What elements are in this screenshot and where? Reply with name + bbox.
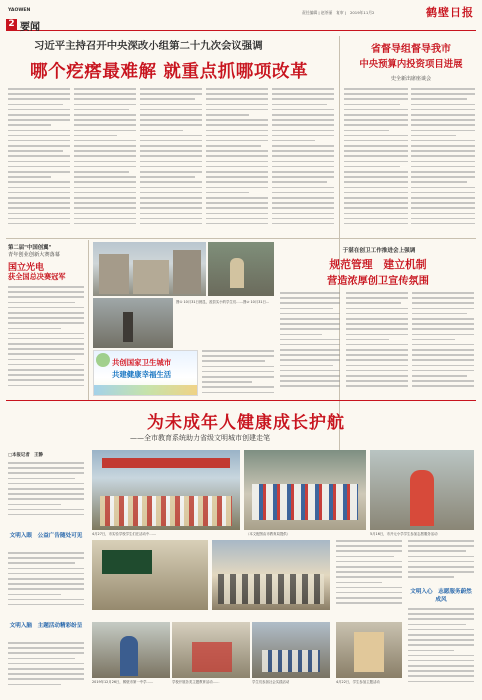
students-row: [252, 484, 358, 520]
photo-side-text: [202, 350, 274, 396]
feature-photo-caption-3: 2019年12月26日，鹤壁市第一中学……: [92, 680, 154, 684]
right-top-headline-1: 省督导组督导我市: [371, 44, 451, 55]
mid-left-body: [8, 286, 84, 394]
h-divider-2: [6, 400, 476, 401]
lead-body-col-4: [206, 88, 268, 234]
photo-street-figure: [123, 312, 133, 342]
feature-photo-performance: [92, 450, 240, 530]
mid-left-kicker: 第二届"中国创翼": [8, 245, 52, 251]
feature-photo-caption-1: 4月27日，市实验学校学生们在活动中……: [92, 532, 157, 536]
feature-section-heading-3: 文明入心 志愿服务蔚然成风: [410, 589, 472, 603]
volunteer-figure: [410, 470, 434, 526]
photo-building-3: [173, 250, 201, 294]
feature-photo-bottom-1: [92, 622, 170, 678]
event-crowd: [218, 574, 324, 604]
bottom-photo-2-figure: [192, 642, 232, 672]
right-top-byline: 史全新出席座谈会: [390, 76, 431, 82]
masthead-code: YAOWEN: [8, 8, 31, 13]
lead-body-col-1: [8, 88, 70, 234]
mid-right-body-col-3: [412, 292, 474, 396]
photo-building-1: [99, 254, 129, 294]
ad-decoration-skyline: [94, 385, 198, 396]
section-bar: [6, 19, 476, 31]
feature-section-body-1: [8, 552, 84, 612]
feature-photo-classroom: [92, 540, 208, 610]
feature-headline: 为未成年人健康成长护航: [147, 413, 345, 433]
mid-right-headline-1: 规范管理 建立机制: [329, 258, 427, 271]
feature-photo-event: [212, 540, 330, 610]
bottom-photo-4-figure: [354, 632, 384, 672]
feature-photo-volunteer: [370, 450, 474, 530]
feature-intro-body: [8, 462, 84, 522]
mid-right-headline-2: 营造浓厚创卫宣传氛围: [327, 276, 429, 287]
mid-left-headline-1: 国立光电: [8, 263, 45, 273]
lead-headline: 哪个疙瘩最难解 就重点抓哪项改革: [30, 62, 309, 82]
mid-right-kicker: 于湛在创卫工作推进会上强调: [342, 248, 416, 254]
bottom-photo-1-figure: [120, 636, 138, 676]
feature-section-heading-1: 文明入眼 公益广告随处可见: [9, 533, 83, 539]
feature-photo-bottom-3: [252, 622, 330, 678]
feature-photo-caption-4: 学校开展各类主题教育活动……: [172, 680, 220, 684]
ad-banner: [93, 350, 198, 396]
right-top-headline-2: 中央预算内投资项目进展: [359, 59, 463, 70]
mid-left-divider: [88, 240, 89, 400]
photo-building-2: [133, 260, 169, 294]
photo-caption: 图① 10月31日晨昆，浚县实小的学生们……图② 10月31日…: [176, 300, 270, 304]
performance-stage: [100, 496, 232, 526]
mid-right-body-col-2: [346, 292, 408, 396]
photo-worker-figure: [230, 258, 244, 288]
ad-line-1: 共创国家卫生城市: [112, 358, 172, 367]
bottom-photo-3-figure: [262, 650, 320, 672]
page-number: 2: [6, 19, 17, 30]
ad-line-2: 共建健康幸福生活: [112, 370, 172, 379]
feature-right-body-1: [336, 540, 402, 610]
feature-right-body-2: [408, 540, 474, 584]
feature-subhead: ——全市教育系统助力省级文明城市创建走笔: [130, 434, 270, 442]
feature-photo-caption-7: 4月22日，学生参加主题活动: [336, 680, 380, 684]
masthead-paper-name: 鹤壁日报: [426, 6, 474, 19]
lead-kicker: 习近平主持召开中央深改小组第二十九次会议强调: [34, 40, 263, 52]
lead-body-col-5: [272, 88, 334, 234]
feature-photo-caption-5: 5月16日，市开元小学学生参加志愿服务活动: [370, 532, 438, 536]
feature-byline: □本报记者 王静: [8, 453, 43, 458]
classroom-board: [102, 550, 152, 574]
feature-photo-students: [244, 450, 366, 530]
lead-body-col-3: [140, 88, 202, 234]
right-top-body-col-2: [411, 88, 475, 234]
masthead-date: 责任编辑 | 赵茶丽 复审 | 2019年11月2: [302, 10, 375, 15]
mid-left-headline-2: 获全国总决赛冠军: [8, 272, 66, 281]
h-divider-1: [6, 238, 476, 239]
ad-decoration-leaf: [96, 353, 110, 367]
feature-section-body-2: [8, 642, 84, 694]
news-photo-street: [93, 298, 173, 348]
section-name: 要闻: [20, 22, 40, 33]
feature-right-body-3: [408, 608, 474, 694]
feature-photo-credit: （本文配图由市教育局提供）: [246, 532, 291, 536]
feature-photo-bottom-2: [172, 622, 250, 678]
mid-right-body-col-1: [280, 292, 340, 396]
feature-photo-bottom-4: [336, 622, 402, 678]
right-top-body-col-1: [344, 88, 408, 234]
news-photo-cleaning: [208, 242, 274, 296]
performance-banner: [102, 458, 230, 468]
feature-section-heading-2: 文明入脑 主题活动精彩纷呈: [9, 623, 83, 629]
mid-left-kicker-2: 青年创业创新大赛落幕: [8, 252, 60, 258]
lead-body-col-2: [74, 88, 136, 234]
news-photo-buildings: [93, 242, 206, 296]
feature-photo-caption-6: 学生们参加社会实践活动: [252, 680, 290, 684]
